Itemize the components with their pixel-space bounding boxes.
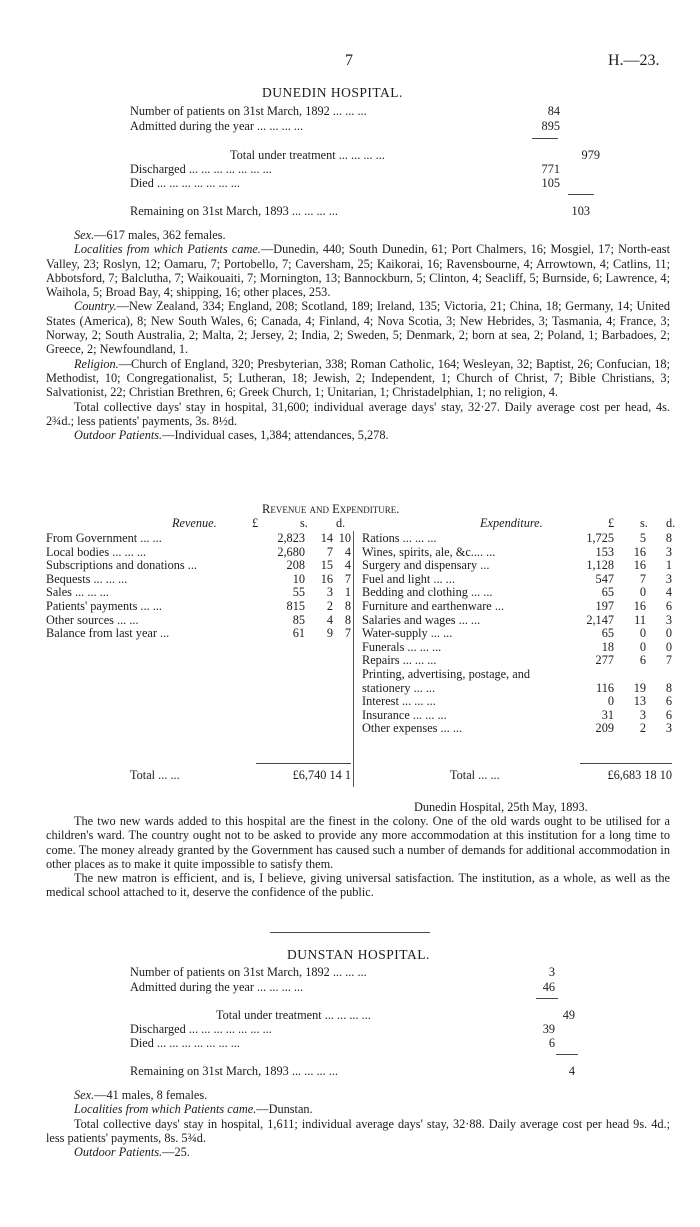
localities-text: —Dunedin, 440; South Dunedin, 61; Port Chalmers, 16; Mosgiel, 17; North-east Valley, 23; Roslyn, 12; Oamaru, 7; Portobello, 7; Caversham, 25; Kaikorai, 16; Ravensbourne, 4; Arrowtown, 4; Catlins, 11; Abbotsford, 7; Balclutha, 7; Waikouaiti, 7; Mornington, 13; Bannockburn, 5; Clinton, 4; Seacliff, 5; Burnside, 6; Lawrence, 4; Waihola, 5; Broad Bay, 4; shipping, 16; other places, 253. (46, 242, 670, 300)
revenue-shillings: 14 (320, 531, 333, 545)
col-pence: d. (666, 516, 676, 530)
expenditure-pounds: 547 (595, 571, 614, 586)
country-text: —New Zealand, 334; England, 208; Scotland, 189; Ireland, 135; Victoria, 21; China, 18; Germany, 14; United States (America), 8; New South Wales, 6; Canada, 4; Finland, 4; Nova Scotia, 3; New Hebrides, 3; Tasmania, 4; France, 3; Norway, 2; South Australia, 2; Malta, 2; Jersey, 2; India, 2; Sweden, 5; Denmark, 2; born at sea, 2; Poland, 1; Barbadoes, 2; Greece, 2; Newfoundland, 1. (46, 299, 670, 357)
revenue-heading: Revenue. (172, 516, 217, 530)
expenditure-shillings: 6 (639, 653, 646, 668)
revenue-shillings: 3 (326, 585, 333, 600)
expenditure-shillings: 16 (633, 558, 646, 573)
col-shillings: s. (640, 516, 648, 530)
revenue-pence: 10 (338, 531, 351, 545)
revenue-label: Balance from last year ... (46, 626, 170, 641)
expenditure-pounds: 31 (601, 707, 614, 722)
expenditure-shillings: 13 (633, 694, 646, 709)
col-pounds: £ (252, 516, 259, 530)
expenditure-shillings: 16 (633, 544, 646, 559)
col-shillings: s. (300, 516, 308, 530)
expenditure-row (362, 573, 672, 587)
revenue-pence: 8 (344, 612, 351, 627)
revenue-pounds: 815 (286, 598, 305, 613)
revenue-row (46, 600, 351, 614)
expenditure-pence: 1 (665, 558, 672, 573)
expenditure-label: Interest ... ... ... (362, 694, 436, 709)
revenue-row (46, 532, 351, 546)
expenditure-row (362, 586, 672, 600)
revenue-label: Subscriptions and donations ... (46, 558, 197, 573)
revenue-total-label: Total ... ... (130, 768, 180, 782)
total-label: Total under treatment ... ... ... ... (230, 148, 385, 162)
revenue-row (46, 546, 351, 560)
expenditure-label: Other expenses ... ... (362, 721, 463, 736)
died-value: 105 (541, 176, 560, 190)
expenditure-pence: 3 (665, 544, 672, 559)
expenditure-row (362, 641, 672, 655)
expenditure-pounds: 116 (596, 680, 614, 695)
localities-label: Localities from which Patients came. (74, 242, 261, 257)
expenditure-label: Funerals ... ... ... (362, 639, 442, 654)
remaining-value: 103 (571, 204, 590, 218)
expenditure-shillings: 3 (639, 707, 646, 722)
remaining-value: 4 (568, 1064, 575, 1078)
expenditure-label: Repairs ... ... ... (362, 653, 437, 668)
expenditure-shillings: 5 (639, 531, 646, 545)
died-value: 6 (548, 1036, 555, 1050)
expenditure-label: Salaries and wages ... ... (362, 612, 481, 627)
revenue-label: Local bodies ... ... ... (46, 544, 147, 559)
revenue-shillings: 9 (326, 626, 333, 641)
document-code: H.—23. (608, 52, 660, 69)
admitted-label: Admitted during the year ... ... ... ... (130, 119, 304, 133)
expenditure-pounds: 2,147 (586, 612, 614, 627)
expenditure-shillings: 7 (639, 571, 646, 586)
total-label: Total under treatment ... ... ... ... (216, 1008, 371, 1022)
col-pounds: £ (608, 516, 615, 530)
expenditure-pence: 7 (665, 653, 672, 668)
collective-text: Total collective days' stay in hospital, 31,600; individual average days' stay, 32·27. Daily average cost per head, 4s. 2¾d.; less patients' payments, 3s. 8½d. (46, 399, 670, 428)
revenue-total: £6,740 14 1 (292, 768, 351, 782)
expenditure-pounds: 18 (601, 639, 614, 654)
total-value: 979 (581, 148, 600, 162)
remaining-label: Remaining on 31st March, 1893 ... ... ... ... (130, 1064, 339, 1078)
rule (580, 763, 672, 764)
revenue-label: From Government ... ... (46, 531, 162, 545)
expenditure-pence: 6 (665, 694, 672, 709)
patients-value: 84 (547, 104, 560, 118)
revenue-pounds: 55 (292, 585, 305, 600)
revenue-shillings: 16 (320, 571, 333, 586)
expenditure-pounds: 197 (595, 598, 614, 613)
expenditure-pence: 4 (665, 585, 672, 600)
religion-text: —Church of England, 320; Presbyterian, 338; Roman Catholic, 164; Wesleyan, 32; Baptist, 26; Confucian, 18; Methodist, 10; Congregationalist, 5; Lutheran, 18; Jewish, 2; Independent, 1; Church of Christ, 7; Bible Christians, 3; Salvationist, 22; Christian Brethren, 6; Greek Church, 1; Unitarian, 1; Christadelphian, 1; no religion, 4. (46, 356, 670, 400)
expenditure-row (362, 614, 672, 628)
dunedin-title: DUNEDIN HOSPITAL. (262, 85, 403, 100)
rule (536, 998, 558, 999)
dunstan-details (46, 1088, 670, 1159)
revenue-row (46, 586, 351, 600)
expenditure-shillings: 0 (639, 626, 646, 641)
admitted-value: 46 (542, 980, 555, 994)
sex-text: —41 males, 8 females. (94, 1088, 208, 1102)
sex-label: Sex. (74, 1088, 95, 1102)
expenditure-pence: 0 (665, 639, 672, 654)
revenue-row (46, 627, 351, 641)
religion-label: Religion. (74, 356, 119, 371)
revenue-pence: 4 (344, 544, 351, 559)
expenditure-label: Insurance ... ... ... (362, 707, 447, 722)
total-value: 49 (562, 1008, 575, 1022)
revenue-label: Sales ... ... ... (46, 585, 109, 600)
revenue-row (46, 573, 351, 587)
expenditure-shillings: 19 (633, 680, 646, 695)
localities-text: —Dunstan. (256, 1102, 313, 1117)
country-label: Country. (74, 299, 117, 314)
revenue-pounds: 2,680 (277, 544, 305, 559)
expenditure-pounds: 1,725 (586, 531, 614, 545)
expenditure-label: stationery ... ... (362, 680, 436, 695)
expenditure-table (362, 532, 672, 736)
remaining-label: Remaining on 31st March, 1893 ... ... ... ... (130, 204, 339, 218)
expenditure-pounds: 153 (595, 544, 614, 559)
expenditure-label: Furniture and earthenware ... (362, 598, 505, 613)
expenditure-pence: 3 (665, 612, 672, 627)
revenue-shillings: 2 (326, 598, 333, 613)
expenditure-row (362, 559, 672, 573)
page-number: 7 (345, 52, 353, 69)
expenditure-label: Water-supply ... ... (362, 626, 453, 641)
revenue-pence: 8 (344, 598, 351, 613)
expenditure-pence: 3 (665, 571, 672, 586)
expenditure-row (362, 627, 672, 641)
rule (532, 138, 558, 139)
revenue-pounds: 61 (292, 626, 305, 641)
expenditure-row (362, 546, 672, 560)
dunedin-details (46, 228, 670, 442)
expenditure-pence: 6 (665, 598, 672, 613)
dunstan-title: DUNSTAN HOSPITAL. (287, 947, 430, 962)
expenditure-label: Printing, advertising, postage, and (362, 666, 531, 681)
expenditure-total: £6,683 18 10 (607, 768, 672, 782)
expenditure-pounds: 65 (601, 585, 614, 600)
expenditure-row (362, 654, 672, 668)
expenditure-row (362, 709, 672, 723)
outdoor-text: —Individual cases, 1,384; attendances, 5,278. (162, 428, 389, 443)
admitted-value: 895 (541, 119, 560, 133)
expenditure-row (362, 695, 672, 709)
column-divider (353, 531, 354, 787)
discharged-value: 39 (542, 1022, 555, 1036)
expenditure-pence: 0 (665, 626, 672, 641)
expenditure-pounds: 65 (601, 626, 614, 641)
expenditure-row (362, 600, 672, 614)
revenue-pounds: 10 (292, 571, 305, 586)
rev-exp-title: Revenue and Expenditure. (262, 502, 400, 516)
expenditure-shillings: 0 (639, 639, 646, 654)
expenditure-row (362, 668, 672, 682)
expenditure-pounds: 277 (595, 653, 614, 668)
revenue-pence: 1 (344, 585, 351, 600)
revenue-shillings: 7 (326, 544, 333, 559)
dunedin-report (46, 814, 670, 900)
expenditure-label: Rations ... ... ... (362, 531, 437, 545)
signoff: Dunedin Hospital, 25th May, 1893. (414, 800, 588, 814)
discharged-label: Discharged ... ... ... ... ... ... ... (130, 162, 272, 176)
report-paragraph: The new matron is efficient, and is, I believe, giving universal satisfaction. The institution, as a whole, as well as the medical school attached to it, deserve the confidence of the public. (46, 871, 670, 900)
rule (568, 194, 594, 195)
expenditure-shillings: 2 (639, 721, 646, 736)
outdoor-label: Outdoor Patients. (74, 1145, 163, 1160)
expenditure-pence: 3 (665, 721, 672, 736)
revenue-pounds: 85 (292, 612, 305, 627)
revenue-table (46, 532, 351, 641)
revenue-row (46, 614, 351, 628)
discharged-value: 771 (541, 162, 560, 176)
rule (556, 1054, 578, 1055)
patients-label: Number of patients on 31st March, 1892 ... ... ... (130, 965, 367, 979)
sex-text: —617 males, 362 females. (94, 228, 226, 242)
died-label: Died ... ... ... ... ... ... ... (130, 176, 240, 190)
revenue-row (46, 559, 351, 573)
rule (256, 763, 351, 764)
expenditure-pounds: 1,128 (586, 558, 614, 573)
admitted-label: Admitted during the year ... ... ... ... (130, 980, 304, 994)
report-paragraph: The two new wards added to this hospital are the finest in the colony. One of the old wards ought to be utilised for a children's ward. The country ought not to be asked to provide any more accommodation at this institution for a long time to come. The money already granted by the Government has caused such a number of demands for additional accommodation in other places as to make it quite impossible to satisfy them. (46, 814, 670, 871)
expenditure-label: Wines, spirits, ale, &c.... ... (362, 544, 496, 559)
expenditure-row (362, 532, 672, 546)
expenditure-heading: Expenditure. (480, 516, 543, 530)
revenue-label: Patients' payments ... ... (46, 598, 162, 613)
col-pence: d. (336, 516, 346, 530)
revenue-pounds: 208 (286, 558, 305, 573)
collective-text: Total collective days' stay in hospital, 1,611; individual average days' stay, 32·88. Daily average cost per head 9s. 4d.; less patients' payments, 8s. 5¾d. (46, 1116, 670, 1145)
revenue-pence: 4 (344, 558, 351, 573)
expenditure-pence: 8 (665, 531, 672, 545)
localities-label: Localities from which Patients came. (74, 1102, 257, 1117)
revenue-pence: 7 (344, 626, 351, 641)
expenditure-row (362, 722, 672, 736)
expenditure-label: Bedding and clothing ... ... (362, 585, 493, 600)
patients-value: 3 (548, 965, 555, 979)
expenditure-pence: 6 (665, 707, 672, 722)
revenue-pence: 7 (344, 571, 351, 586)
expenditure-shillings: 11 (634, 612, 646, 627)
revenue-shillings: 15 (320, 558, 333, 573)
expenditure-shillings: 0 (639, 585, 646, 600)
expenditure-shillings: 16 (633, 598, 646, 613)
discharged-label: Discharged ... ... ... ... ... ... ... (130, 1022, 272, 1036)
expenditure-row (362, 682, 672, 696)
revenue-pounds: 2,823 (277, 531, 305, 545)
expenditure-label: Fuel and light ... ... (362, 571, 455, 586)
revenue-label: Bequests ... ... ... (46, 571, 128, 586)
sex-label: Sex. (74, 228, 95, 242)
outdoor-label: Outdoor Patients. (74, 428, 163, 443)
patients-label: Number of patients on 31st March, 1892 ... ... ... (130, 104, 367, 118)
expenditure-pence: 8 (665, 680, 672, 695)
expenditure-total-label: Total ... ... (450, 768, 500, 782)
expenditure-label: Surgery and dispensary ... (362, 558, 490, 573)
section-rule (270, 932, 430, 933)
expenditure-pounds: 209 (595, 721, 614, 736)
revenue-label: Other sources ... ... (46, 612, 139, 627)
expenditure-pounds: 0 (607, 694, 614, 709)
died-label: Died ... ... ... ... ... ... ... (130, 1036, 240, 1050)
outdoor-text: —25. (162, 1145, 190, 1160)
revenue-shillings: 4 (326, 612, 333, 627)
